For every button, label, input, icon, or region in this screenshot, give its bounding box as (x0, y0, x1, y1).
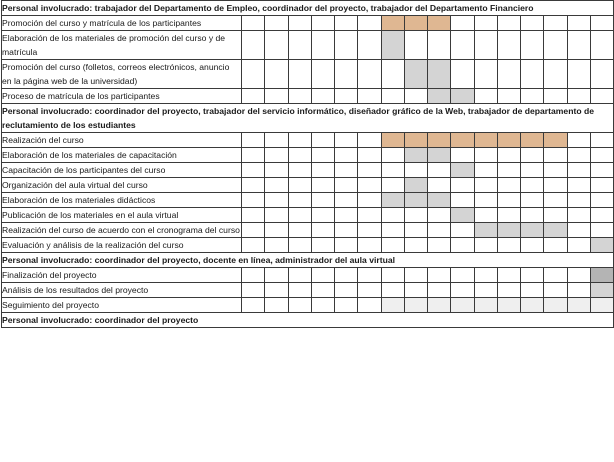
month-cell (497, 208, 520, 223)
month-cell (335, 148, 358, 163)
month-cell (335, 16, 358, 31)
month-cell (497, 163, 520, 178)
month-cell-filled (451, 89, 474, 104)
month-cell (265, 208, 288, 223)
month-cell-filled (428, 60, 451, 89)
month-cell (288, 193, 311, 208)
month-cell (521, 283, 544, 298)
month-cell-filled (590, 238, 613, 253)
month-cell (567, 16, 590, 31)
month-cell (428, 178, 451, 193)
month-cell (521, 60, 544, 89)
month-cell (242, 89, 265, 104)
month-cell-filled (428, 148, 451, 163)
month-cell (381, 238, 404, 253)
month-cell (404, 89, 427, 104)
task-row (2, 178, 614, 193)
month-cell (381, 283, 404, 298)
section-header-row (2, 253, 614, 268)
month-cell (474, 16, 497, 31)
month-cell (521, 31, 544, 60)
month-cell (381, 89, 404, 104)
month-cell-filled (381, 298, 404, 313)
month-cell (544, 89, 567, 104)
month-cell (242, 60, 265, 89)
month-cell (311, 193, 334, 208)
month-cell (567, 163, 590, 178)
month-cell (311, 133, 334, 148)
task-row (2, 193, 614, 208)
month-cell (590, 133, 613, 148)
month-cell (358, 268, 381, 283)
month-cell (567, 238, 590, 253)
month-cell (265, 268, 288, 283)
month-cell (381, 208, 404, 223)
month-cell (567, 89, 590, 104)
month-cell (242, 298, 265, 313)
month-cell (242, 208, 265, 223)
month-cell (497, 193, 520, 208)
month-cell-filled (521, 223, 544, 238)
month-cell (428, 223, 451, 238)
month-cell (474, 163, 497, 178)
month-cell (428, 268, 451, 283)
month-cell (567, 223, 590, 238)
task-row (2, 163, 614, 178)
section-header: Personal involucrado: coordinador del proyecto, docente en línea, administrador del aula virtual (2, 253, 614, 268)
month-cell-filled (521, 133, 544, 148)
month-cell (288, 223, 311, 238)
month-cell (311, 268, 334, 283)
month-cell-filled (404, 60, 427, 89)
month-cell (474, 178, 497, 193)
month-cell-filled (590, 283, 613, 298)
month-cell (451, 148, 474, 163)
month-cell (404, 283, 427, 298)
month-cell (521, 163, 544, 178)
month-cell (474, 31, 497, 60)
month-cell (451, 31, 474, 60)
month-cell (358, 16, 381, 31)
month-cell (497, 60, 520, 89)
month-cell (381, 178, 404, 193)
month-cell (544, 60, 567, 89)
month-cell-filled (497, 298, 520, 313)
month-cell-filled (451, 133, 474, 148)
month-cell (590, 148, 613, 163)
month-cell (567, 60, 590, 89)
month-cell (242, 16, 265, 31)
month-cell (265, 148, 288, 163)
month-cell (497, 283, 520, 298)
month-cell (358, 31, 381, 60)
month-cell (335, 178, 358, 193)
month-cell-filled (381, 31, 404, 60)
month-cell (544, 31, 567, 60)
month-cell (242, 238, 265, 253)
month-cell-filled (544, 298, 567, 313)
month-cell-filled (474, 298, 497, 313)
month-cell (474, 283, 497, 298)
gantt-body (2, 1, 614, 328)
month-cell (265, 31, 288, 60)
month-cell (311, 60, 334, 89)
month-cell (381, 148, 404, 163)
month-cell (474, 148, 497, 163)
month-cell (590, 223, 613, 238)
month-cell (590, 89, 613, 104)
month-cell (335, 60, 358, 89)
month-cell (590, 178, 613, 193)
month-cell (242, 223, 265, 238)
month-cell (590, 193, 613, 208)
month-cell (358, 208, 381, 223)
month-cell-filled (428, 193, 451, 208)
month-cell (381, 268, 404, 283)
month-cell-filled (428, 133, 451, 148)
month-cell (567, 148, 590, 163)
month-cell (474, 193, 497, 208)
month-cell (428, 208, 451, 223)
task-label: Promoción del curso (folletos, correos electrónicos, anuncio en la página web de la universidad) (2, 60, 242, 89)
month-cell (311, 16, 334, 31)
task-label: Capacitación de los participantes del curso (2, 163, 242, 178)
month-cell (590, 60, 613, 89)
month-cell (474, 208, 497, 223)
month-cell-filled (404, 16, 427, 31)
month-cell (428, 31, 451, 60)
month-cell (590, 208, 613, 223)
task-label: Elaboración de los materiales de capacitación (2, 148, 242, 163)
month-cell (544, 238, 567, 253)
task-row (2, 133, 614, 148)
month-cell (567, 208, 590, 223)
month-cell-filled (497, 133, 520, 148)
month-cell (474, 89, 497, 104)
month-cell (521, 238, 544, 253)
month-cell-filled (381, 16, 404, 31)
month-cell (358, 193, 381, 208)
section-header: Personal involucrado: trabajador del Departamento de Empleo, coordinador del proyecto, trabajador del Departamento Financiero (2, 1, 614, 16)
month-cell (544, 148, 567, 163)
month-cell (288, 16, 311, 31)
month-cell (451, 268, 474, 283)
task-row (2, 16, 614, 31)
month-cell (335, 163, 358, 178)
task-label: Realización del curso (2, 133, 242, 148)
month-cell-filled (451, 163, 474, 178)
month-cell (242, 193, 265, 208)
month-cell (288, 89, 311, 104)
month-cell (404, 163, 427, 178)
task-row (2, 298, 614, 313)
month-cell (242, 268, 265, 283)
gantt-table (1, 0, 614, 328)
month-cell (451, 193, 474, 208)
month-cell (521, 268, 544, 283)
month-cell (358, 238, 381, 253)
month-cell (497, 148, 520, 163)
month-cell-filled (590, 268, 613, 283)
month-cell (358, 60, 381, 89)
month-cell (497, 16, 520, 31)
month-cell (521, 193, 544, 208)
month-cell (265, 223, 288, 238)
month-cell (590, 16, 613, 31)
month-cell (265, 298, 288, 313)
task-label: Realización del curso de acuerdo con el cronograma del curso (2, 223, 242, 238)
month-cell (521, 16, 544, 31)
month-cell (567, 133, 590, 148)
month-cell (311, 163, 334, 178)
month-cell (521, 208, 544, 223)
month-cell (474, 238, 497, 253)
month-cell (567, 31, 590, 60)
month-cell (497, 268, 520, 283)
month-cell (497, 89, 520, 104)
month-cell (265, 89, 288, 104)
month-cell (358, 163, 381, 178)
task-label: Análisis de los resultados del proyecto (2, 283, 242, 298)
month-cell (521, 148, 544, 163)
month-cell (311, 238, 334, 253)
month-cell-filled (590, 298, 613, 313)
section-header-row (2, 1, 614, 16)
month-cell (497, 178, 520, 193)
month-cell (404, 31, 427, 60)
month-cell (311, 223, 334, 238)
month-cell (544, 268, 567, 283)
month-cell (311, 148, 334, 163)
month-cell-filled (428, 89, 451, 104)
month-cell (288, 208, 311, 223)
month-cell (288, 31, 311, 60)
section-header: Personal involucrado: coordinador del proyecto, trabajador del servicio informático, diseñador gráfico de la Web, trabajador de departamento de reclutamiento de los estudiantes (2, 104, 614, 133)
month-cell-filled (474, 133, 497, 148)
month-cell-filled (474, 223, 497, 238)
month-cell (451, 178, 474, 193)
month-cell (567, 268, 590, 283)
month-cell-filled (404, 148, 427, 163)
month-cell (265, 16, 288, 31)
month-cell (288, 178, 311, 193)
month-cell (544, 178, 567, 193)
month-cell (265, 193, 288, 208)
month-cell (521, 89, 544, 104)
task-row (2, 283, 614, 298)
month-cell (242, 178, 265, 193)
month-cell-filled (451, 298, 474, 313)
task-label: Promoción del curso y matrícula de los participantes (2, 16, 242, 31)
month-cell-filled (381, 193, 404, 208)
month-cell (265, 163, 288, 178)
month-cell (288, 268, 311, 283)
month-cell (358, 89, 381, 104)
month-cell (288, 148, 311, 163)
month-cell (381, 163, 404, 178)
month-cell (544, 16, 567, 31)
month-cell (335, 268, 358, 283)
month-cell (590, 31, 613, 60)
month-cell (381, 223, 404, 238)
month-cell (428, 283, 451, 298)
month-cell (358, 178, 381, 193)
month-cell-filled (451, 208, 474, 223)
month-cell (265, 178, 288, 193)
month-cell (521, 178, 544, 193)
task-label: Publicación de los materiales en el aula virtual (2, 208, 242, 223)
month-cell (497, 31, 520, 60)
month-cell-filled (404, 133, 427, 148)
task-row (2, 268, 614, 283)
month-cell (404, 223, 427, 238)
month-cell (335, 193, 358, 208)
month-cell (311, 178, 334, 193)
month-cell (358, 283, 381, 298)
month-cell (428, 238, 451, 253)
task-label: Elaboración de los materiales de promoción del curso y de matrícula (2, 31, 242, 60)
task-row (2, 89, 614, 104)
month-cell (474, 268, 497, 283)
month-cell (590, 163, 613, 178)
month-cell-filled (404, 298, 427, 313)
month-cell (265, 238, 288, 253)
section-header-row (2, 313, 614, 328)
task-row (2, 60, 614, 89)
month-cell (311, 283, 334, 298)
month-cell (335, 31, 358, 60)
month-cell (358, 298, 381, 313)
section-header: Personal involucrado: coordinador del proyecto (2, 313, 614, 328)
month-cell (311, 298, 334, 313)
month-cell (288, 133, 311, 148)
month-cell-filled (544, 133, 567, 148)
month-cell (242, 148, 265, 163)
month-cell (381, 60, 404, 89)
month-cell (335, 223, 358, 238)
month-cell (358, 133, 381, 148)
month-cell (567, 283, 590, 298)
month-cell-filled (544, 223, 567, 238)
month-cell-filled (404, 193, 427, 208)
month-cell (242, 163, 265, 178)
month-cell (567, 178, 590, 193)
task-row (2, 223, 614, 238)
month-cell (265, 133, 288, 148)
month-cell (544, 193, 567, 208)
month-cell-filled (497, 223, 520, 238)
month-cell (358, 148, 381, 163)
task-label: Proceso de matrícula de los participantes (2, 89, 242, 104)
month-cell (404, 268, 427, 283)
month-cell (311, 89, 334, 104)
month-cell (335, 133, 358, 148)
task-label: Organización del aula virtual del curso (2, 178, 242, 193)
month-cell (567, 193, 590, 208)
month-cell (311, 31, 334, 60)
task-label: Finalización del proyecto (2, 268, 242, 283)
task-row (2, 208, 614, 223)
month-cell-filled (428, 16, 451, 31)
month-cell (311, 208, 334, 223)
month-cell (451, 60, 474, 89)
month-cell (335, 238, 358, 253)
month-cell (288, 238, 311, 253)
month-cell (242, 283, 265, 298)
month-cell (544, 208, 567, 223)
task-label: Seguimiento del proyecto (2, 298, 242, 313)
month-cell (288, 60, 311, 89)
month-cell (451, 238, 474, 253)
month-cell (335, 283, 358, 298)
month-cell (404, 238, 427, 253)
month-cell (265, 60, 288, 89)
month-cell-filled (567, 298, 590, 313)
month-cell-filled (404, 178, 427, 193)
month-cell (451, 283, 474, 298)
month-cell (265, 283, 288, 298)
month-cell (451, 223, 474, 238)
task-label: Elaboración de los materiales didácticos (2, 193, 242, 208)
month-cell (288, 283, 311, 298)
month-cell (544, 283, 567, 298)
month-cell (335, 298, 358, 313)
month-cell (404, 208, 427, 223)
month-cell-filled (428, 298, 451, 313)
month-cell (288, 298, 311, 313)
task-row (2, 31, 614, 60)
month-cell (242, 31, 265, 60)
month-cell (358, 223, 381, 238)
month-cell (335, 208, 358, 223)
month-cell (497, 238, 520, 253)
month-cell-filled (521, 298, 544, 313)
month-cell (288, 163, 311, 178)
task-label: Evaluación y análisis de la realización del curso (2, 238, 242, 253)
month-cell (242, 133, 265, 148)
month-cell (544, 163, 567, 178)
month-cell-filled (381, 133, 404, 148)
month-cell (428, 163, 451, 178)
section-header-row (2, 104, 614, 133)
month-cell (451, 16, 474, 31)
task-row (2, 148, 614, 163)
month-cell (474, 60, 497, 89)
month-cell (335, 89, 358, 104)
task-row (2, 238, 614, 253)
